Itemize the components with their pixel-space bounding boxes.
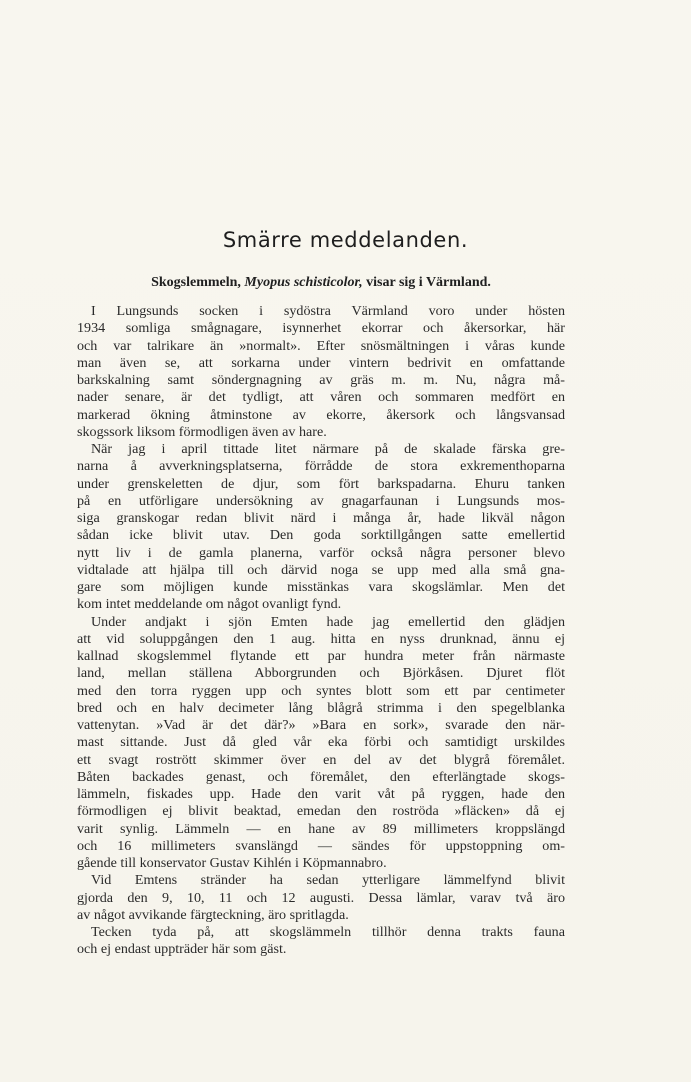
body-line: gare som möjligen kunde misstänkas vara skogslämlar. Men det — [77, 579, 565, 595]
article-title-part1: Skogslemmeln, — [151, 275, 245, 290]
body-line: gjorda den 9, 10, 11 och 12 augusti. Dessa lämlar, varav två äro — [77, 889, 565, 906]
body-line: markerad ökning åtminstone av ekorre, åkersork och långsvansad — [77, 406, 565, 423]
article-body — [77, 303, 565, 959]
body-line: och var talrikare än »normalt». Efter snösmältningen i våras kunde — [77, 337, 565, 354]
body-line: av något avvikande färgteckning, äro spritlagda. — [77, 906, 349, 923]
body-line: I Lungsunds socken i sydöstra Värmland voro under hösten — [91, 303, 565, 319]
body-line: ett svagt rostrött skimmer över en del av det blygrå föremålet. — [77, 751, 565, 768]
body-line: att vid soluppgången den 1 aug. hitta en nyss drunknad, ännu ej — [77, 630, 565, 647]
body-line: gående till konservator Gustav Kihlén i Köpmannabro. — [77, 855, 387, 871]
body-line: på en utförligare undersökning av gnagarfaunan i Lungsunds mos- — [77, 492, 565, 509]
body-line: vidtalade att hjälpa till och därvid noga se upp med alla små gna- — [77, 561, 565, 578]
body-line: barkskalning samt söndergnagning av gräs m. m. Nu, några må- — [77, 372, 565, 388]
body-line: narna å avverkningsplatserna, förrådde de stora exkrementhoparna — [77, 458, 565, 475]
section-heading: Smärre meddelanden. — [222, 228, 469, 252]
body-line: lämmeln, fiskades upp. Hade den varit våt på ryggen, hade den — [77, 786, 565, 802]
body-line: nytt liv i de gamla planerna, varför också några personer blevo — [77, 544, 565, 561]
body-line: och 16 millimeters svanslängd — sändes för uppstoppning om- — [77, 837, 565, 854]
body-line: Båten backades genast, och föremålet, den efterlängtade skogs- — [77, 768, 565, 785]
body-line: Vid Emtens stränder ha sedan ytterligare lämmelfynd blivit — [91, 872, 565, 889]
body-line: land, mellan ställena Abborgrunden och Björkåsen. Djuret flöt — [77, 665, 565, 682]
body-line: kom intet meddelande om något ovanligt fynd. — [77, 596, 342, 613]
body-line: under grenskeletten de djur, som fört barkspadarna. Ehuru tanken — [77, 475, 565, 492]
body-line: sådan icke blivit utav. Den goda sorktillgången satte emellertid — [77, 527, 565, 544]
body-line: med den torra ryggen upp och syntes blott som ett par centimeter — [77, 682, 565, 699]
body-line: skogssork liksom förmodligen även av hare. — [77, 423, 327, 440]
body-line: man även se, att sorkarna under vintern bedrivit en omfattande — [77, 354, 565, 371]
article-title-part2: visar sig i Värmland. — [362, 275, 491, 290]
body-line: När jag i april tittade litet närmare på de skalade färska gre- — [91, 441, 565, 457]
body-line: varit synlig. Lämmeln — en hane av 89 millimeters kroppslängd — [77, 820, 565, 837]
article-title-species: Myopus schisticolor, — [244, 275, 363, 290]
body-line: bred och en halv decimeter lång blågrå strimma i den spegelblanka — [77, 699, 565, 716]
article-title — [76, 275, 566, 291]
body-line: nader senare, är det tydligt, att våren och sommaren medfört en — [77, 389, 565, 406]
body-line: Under andjakt i sjön Emten hade jag emellertid den glädjen — [91, 613, 565, 630]
body-line: kallnad skogslemmel flytande ett par hundra meter från närmaste — [77, 648, 565, 664]
body-line: 1934 somliga smågnagare, isynnerhet ekorrar och åkersorkar, här — [77, 320, 565, 337]
body-line: vattenytan. »Vad är det där?» »Bara en sork», svarade den när- — [77, 717, 565, 733]
body-line: förmodligen ej blivit beaktad, emedan den roströda »fläcken» då ej — [77, 803, 565, 820]
body-line: siga granskogar redan blivit närd i många år, hade likväl någon — [77, 510, 565, 526]
body-line: och ej endast uppträder här som gäst. — [77, 941, 287, 958]
body-line: mast sittande. Just då gled vår eka förbi och samtidigt urskildes — [77, 734, 565, 751]
body-line: Tecken tyda på, att skogslämmeln tillhör denna trakts fauna — [91, 924, 565, 940]
